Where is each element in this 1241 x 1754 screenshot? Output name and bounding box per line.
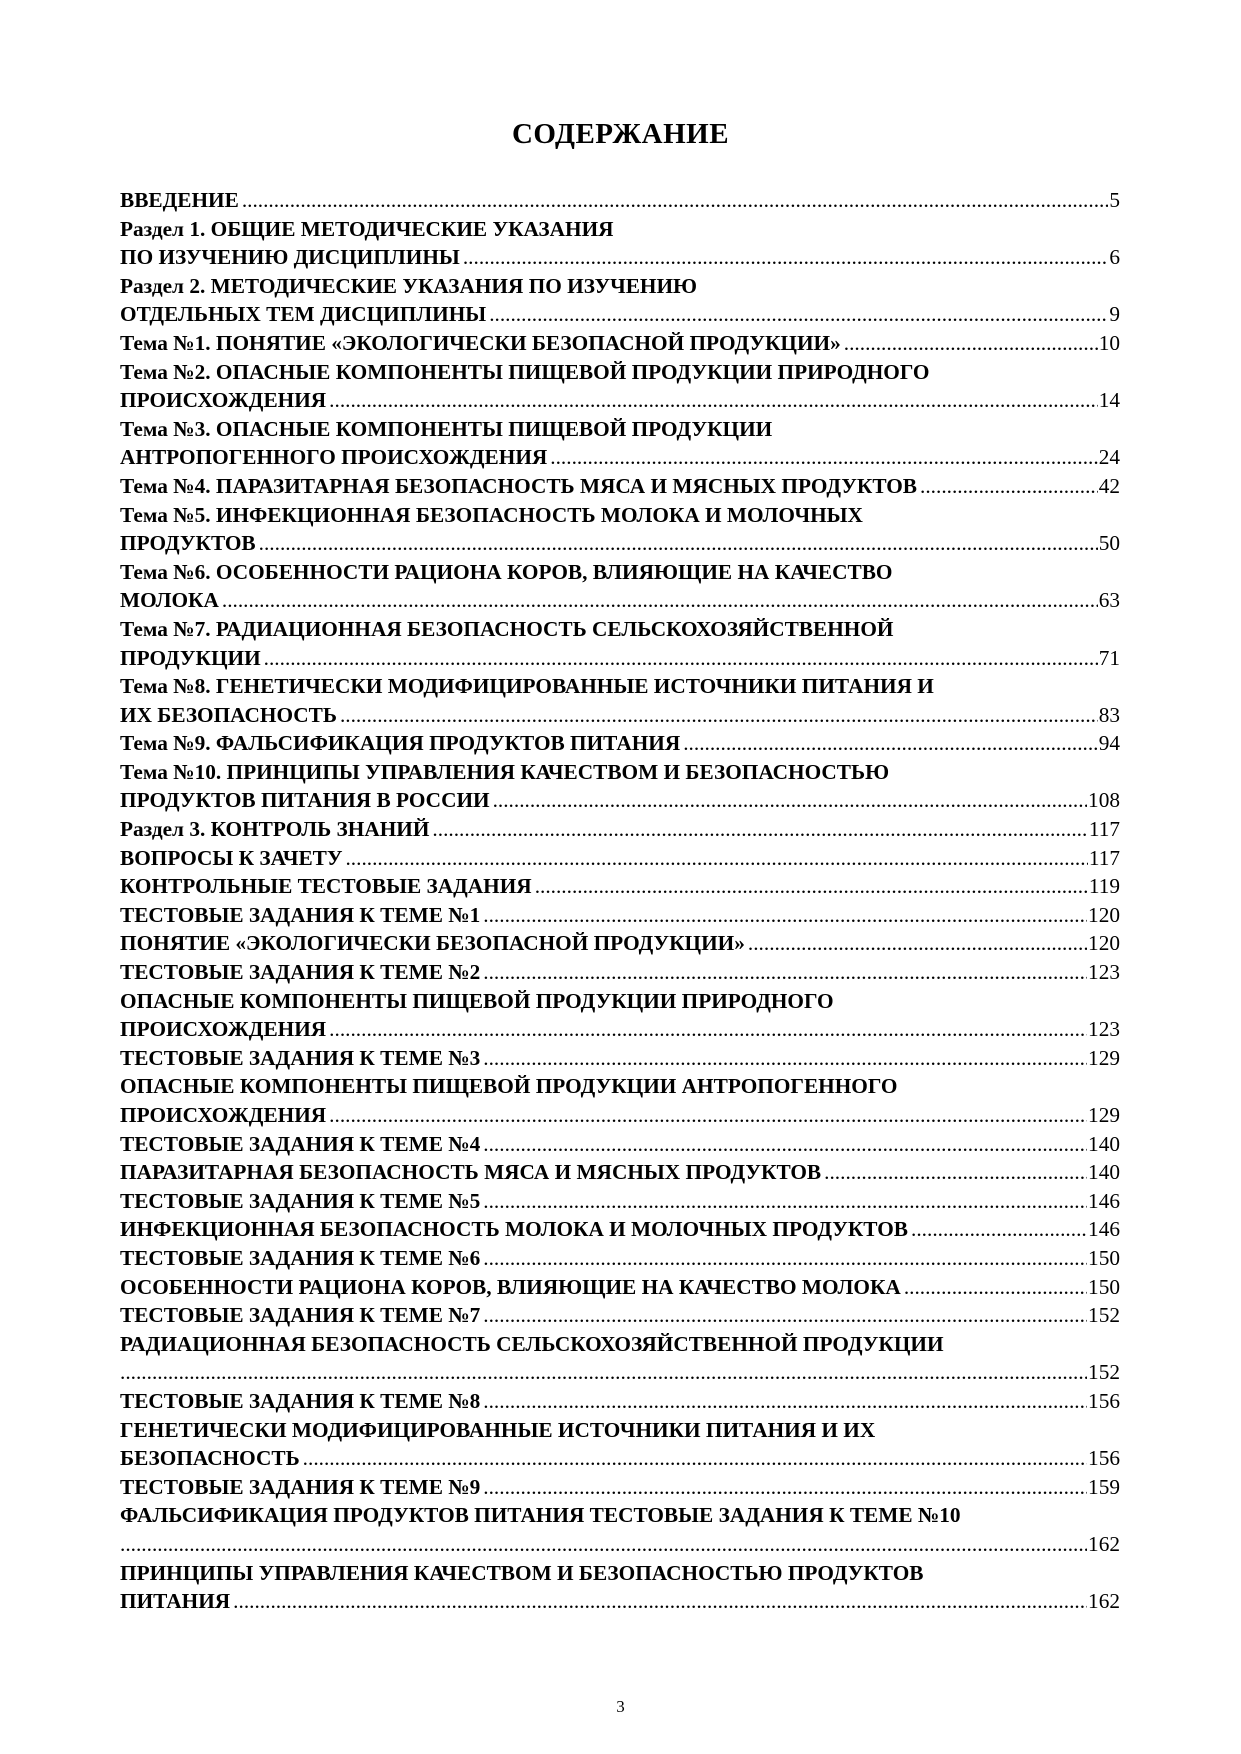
toc-entry-title-line: Раздел 3. КОНТРОЛЬ ЗНАНИЙ	[120, 817, 430, 842]
toc-entry-page-number: 71	[1098, 645, 1120, 670]
toc-entry[interactable]	[120, 215, 1120, 272]
toc-entry-title-line: ВОПРОСЫ К ЗАЧЕТУ	[120, 845, 343, 870]
toc-entry[interactable]	[120, 1387, 1120, 1416]
toc-entry-page-number: 10	[1098, 330, 1120, 355]
toc-entry-page-number: 42	[1098, 473, 1120, 498]
toc-entry-title-line: РАДИАЦИОННАЯ БЕЗОПАСНОСТЬ СЕЛЬСКОХОЗЯЙСТВЕННОЙ ПРОДУКЦИИ	[120, 1331, 944, 1356]
dot-leader	[329, 1015, 1087, 1044]
toc-entry-title-line: Тема №2. ОПАСНЫЕ КОМПОНЕНТЫ ПИЩЕВОЙ ПРОДУКЦИИ ПРИРОДНОГО	[120, 359, 930, 384]
toc-entry-title-line: ИНФЕКЦИОННАЯ БЕЗОПАСНОСТЬ МОЛОКА И МОЛОЧНЫХ ПРОДУКТОВ	[120, 1217, 909, 1242]
dot-leader	[483, 1301, 1087, 1330]
toc-entry-page-number: 129	[1088, 1045, 1120, 1070]
toc-entry-page-number: 140	[1088, 1160, 1120, 1185]
toc-entry[interactable]	[120, 186, 1120, 215]
toc-entry-page-number: 108	[1088, 788, 1120, 813]
dot-leader	[483, 1387, 1087, 1416]
toc-entry-page-number: 146	[1088, 1217, 1120, 1242]
dot-leader	[844, 329, 1098, 358]
dot-leader	[483, 1130, 1087, 1159]
dot-leader	[303, 1444, 1087, 1473]
toc-entry[interactable]	[120, 1330, 1120, 1387]
toc-entry-page-number: 159	[1088, 1474, 1120, 1499]
dot-leader	[483, 1473, 1087, 1502]
toc-entry-title-line: КОНТРОЛЬНЫЕ ТЕСТОВЫЕ ЗАДАНИЯ	[120, 874, 532, 899]
toc-entry-title-line: ПРОИСХОЖДЕНИЯ	[120, 1103, 327, 1127]
toc-entry-title-line: ТЕСТОВЫЕ ЗАДАНИЯ К ТЕМЕ №7	[120, 1303, 481, 1328]
toc-entry[interactable]	[120, 758, 1120, 815]
dot-leader	[264, 644, 1098, 673]
toc-entry-title-line: Раздел 1. ОБЩИЕ МЕТОДИЧЕСКИЕ УКАЗАНИЯ	[120, 216, 614, 241]
toc-entry-title-line: ТЕСТОВЫЕ ЗАДАНИЯ К ТЕМЕ №6	[120, 1245, 481, 1270]
page-title: СОДЕРЖАНИЕ	[511, 118, 730, 150]
toc-entry[interactable]	[120, 1301, 1120, 1330]
toc-entry-title-line: Тема №7. РАДИАЦИОННАЯ БЕЗОПАСНОСТЬ СЕЛЬСКОХОЗЯЙСТВЕННОЙ	[120, 616, 894, 641]
toc-entry[interactable]	[120, 672, 1120, 729]
toc-entry-page-number: 123	[1088, 960, 1120, 985]
toc-entry-page-number: 129	[1088, 1103, 1120, 1127]
toc-entry-page-number: 156	[1088, 1446, 1120, 1471]
toc-entry-title-line: ФАЛЬСИФИКАЦИЯ ПРОДУКТОВ ПИТАНИЯ ТЕСТОВЫЕ ЗАДАНИЯ К ТЕМЕ №10	[120, 1503, 961, 1528]
toc-entry-page-number: 152	[1088, 1303, 1120, 1328]
dot-leader	[345, 844, 1087, 873]
dot-leader	[911, 1215, 1087, 1244]
toc-entry[interactable]	[120, 901, 1120, 930]
toc-entry-page-number: 63	[1098, 588, 1120, 613]
dot-leader	[329, 386, 1098, 415]
toc-entry[interactable]	[120, 358, 1120, 415]
toc-entry-title-line: ПРОДУКТОВ	[120, 531, 256, 556]
toc-entry-title-line: Раздел 2. МЕТОДИЧЕСКИЕ УКАЗАНИЯ ПО ИЗУЧЕНИЮ	[120, 273, 698, 298]
toc-entry[interactable]	[120, 1072, 1120, 1129]
toc-entry-title-line: ТЕСТОВЫЕ ЗАДАНИЯ К ТЕМЕ №4	[120, 1131, 481, 1156]
dot-leader	[483, 1187, 1087, 1216]
toc-entry-page-number: 24	[1098, 445, 1120, 470]
toc-entry-page-number: 117	[1088, 845, 1120, 870]
toc-entry-title-line: ПО ИЗУЧЕНИЮ ДИСЦИПЛИНЫ	[120, 245, 460, 270]
toc-entry[interactable]	[120, 929, 1120, 958]
toc-entry[interactable]	[120, 1187, 1120, 1216]
dot-leader	[483, 1044, 1087, 1073]
toc-entry-title-line: Тема №5. ИНФЕКЦИОННАЯ БЕЗОПАСНОСТЬ МОЛОКА И МОЛОЧНЫХ	[120, 502, 863, 527]
dot-leader	[222, 586, 1098, 615]
table-of-contents	[120, 186, 1120, 1616]
toc-entry-title-line: ОПАСНЫЕ КОМПОНЕНТЫ ПИЩЕВОЙ ПРОДУКЦИИ АНТРОПОГЕННОГО	[120, 1074, 898, 1099]
toc-entry[interactable]	[120, 472, 1120, 501]
page-number: 3	[616, 1697, 625, 1716]
dot-leader	[483, 1244, 1087, 1273]
toc-entry-title-line: Тема №10. ПРИНЦИПЫ УПРАВЛЕНИЯ КАЧЕСТВОМ И БЕЗОПАСНОСТЬЮ	[120, 759, 890, 784]
toc-entry-page-number: 120	[1088, 902, 1120, 927]
toc-entry-title-line: ПРОДУКЦИИ	[120, 645, 261, 670]
toc-entry-page-number: 120	[1088, 931, 1120, 956]
toc-entry[interactable]	[120, 272, 1120, 329]
toc-entry-title-line: ТЕСТОВЫЕ ЗАДАНИЯ К ТЕМЕ №8	[120, 1388, 481, 1413]
dot-leader	[904, 1273, 1087, 1302]
toc-entry[interactable]	[120, 1273, 1120, 1302]
toc-entry-title-line: ИХ БЕЗОПАСНОСТЬ	[120, 702, 337, 727]
toc-entry-title-line: Тема №6. ОСОБЕННОСТИ РАЦИОНА КОРОВ, ВЛИЯЮЩИЕ НА КАЧЕСТВО	[120, 559, 893, 584]
toc-entry-title-line: ПАРАЗИТАРНАЯ БЕЗОПАСНОСТЬ МЯСА И МЯСНЫХ ПРОДУКТОВ	[120, 1160, 822, 1185]
toc-entry-page-number: 150	[1088, 1274, 1120, 1299]
dot-leader	[683, 729, 1097, 758]
toc-entry-title-line: МОЛОКА	[120, 588, 219, 613]
dot-leader	[340, 701, 1098, 730]
toc-entry[interactable]	[120, 415, 1120, 472]
toc-entry-title-line: ГЕНЕТИЧЕСКИ МОДИФИЦИРОВАННЫЕ ИСТОЧНИКИ ПИТАНИЯ И ИХ	[120, 1417, 876, 1442]
toc-entry[interactable]	[120, 729, 1120, 758]
toc-entry[interactable]	[120, 1473, 1120, 1502]
toc-entry[interactable]	[120, 844, 1120, 873]
toc-entry-title-line: ПРИНЦИПЫ УПРАВЛЕНИЯ КАЧЕСТВОМ И БЕЗОПАСНОСТЬЮ ПРОДУКТОВ	[120, 1560, 924, 1585]
toc-entry[interactable]	[120, 958, 1120, 987]
toc-entry-page-number: 162	[1088, 1589, 1120, 1614]
toc-entry-title-line: ПРОИСХОЖДЕНИЯ	[120, 1017, 327, 1042]
toc-entry-title-line: АНТРОПОГЕННОГО ПРОИСХОЖДЕНИЯ	[120, 445, 548, 470]
toc-entry-title-line: Тема №9. ФАЛЬСИФИКАЦИЯ ПРОДУКТОВ ПИТАНИЯ	[120, 731, 681, 756]
toc-entry-title-line: ТЕСТОВЫЕ ЗАДАНИЯ К ТЕМЕ №2	[120, 960, 481, 985]
toc-entry[interactable]	[120, 501, 1120, 558]
dot-leader	[748, 929, 1087, 958]
toc-entry-title-line: ПОНЯТИЕ «ЭКОЛОГИЧЕСКИ БЕЗОПАСНОЙ ПРОДУКЦИИ»	[120, 931, 745, 956]
toc-entry-title-line: Тема №4. ПАРАЗИТАРНАЯ БЕЗОПАСНОСТЬ МЯСА И МЯСНЫХ ПРОДУКТОВ	[120, 473, 918, 498]
toc-entry-title-line: ТЕСТОВЫЕ ЗАДАНИЯ К ТЕМЕ №9	[120, 1474, 481, 1499]
toc-entry-title-line: БЕЗОПАСНОСТЬ	[120, 1446, 300, 1471]
toc-entry[interactable]	[120, 1559, 1120, 1616]
dot-leader	[824, 1158, 1087, 1187]
toc-entry-page-number: 123	[1088, 1017, 1120, 1042]
toc-entry[interactable]	[120, 329, 1120, 358]
toc-entry-page-number: 94	[1098, 731, 1120, 756]
toc-entry-page-number: 140	[1088, 1131, 1120, 1156]
dot-leader	[920, 472, 1098, 501]
toc-entry-page-number: 6	[1109, 245, 1120, 270]
toc-entry-page-number: 150	[1088, 1245, 1120, 1270]
toc-entry-title-line: ПРОДУКТОВ ПИТАНИЯ В РОССИИ	[120, 788, 490, 813]
dot-leader	[120, 1358, 1087, 1387]
dot-leader	[259, 529, 1098, 558]
dot-leader	[535, 872, 1088, 901]
toc-entry[interactable]	[120, 1244, 1120, 1273]
toc-entry-title-line: ОТДЕЛЬНЫХ ТЕМ ДИСЦИПЛИНЫ	[120, 302, 487, 327]
toc-entry-title-line: ВВЕДЕНИЕ	[120, 188, 239, 212]
toc-entry-page-number: 162	[1088, 1531, 1120, 1556]
toc-entry[interactable]	[120, 815, 1120, 844]
toc-entry-title-line: ПИТАНИЯ	[120, 1589, 231, 1614]
toc-entry[interactable]	[120, 1158, 1120, 1187]
toc-entry-page-number: 117	[1088, 817, 1120, 842]
toc-entry[interactable]	[120, 558, 1120, 615]
toc-entry-title-line: Тема №3. ОПАСНЫЕ КОМПОНЕНТЫ ПИЩЕВОЙ ПРОДУКЦИИ	[120, 416, 773, 441]
toc-entry[interactable]	[120, 615, 1120, 672]
toc-entry-page-number: 14	[1098, 388, 1120, 413]
toc-entry-page-number: 5	[1109, 188, 1120, 212]
toc-entry-title-line: ТЕСТОВЫЕ ЗАДАНИЯ К ТЕМЕ №1	[120, 902, 481, 927]
toc-entry-page-number: 152	[1088, 1360, 1120, 1385]
toc-entry[interactable]	[120, 1416, 1120, 1473]
dot-leader	[329, 1101, 1087, 1130]
dot-leader	[242, 186, 1109, 215]
dot-leader	[463, 243, 1109, 272]
dot-leader	[489, 300, 1108, 329]
toc-entry-title-line: ТЕСТОВЫЕ ЗАДАНИЯ К ТЕМЕ №3	[120, 1045, 481, 1070]
dot-leader	[120, 1530, 1087, 1559]
toc-entry[interactable]	[120, 1130, 1120, 1159]
toc-entry[interactable]	[120, 1501, 1120, 1558]
toc-entry[interactable]	[120, 1215, 1120, 1244]
toc-entry-page-number: 9	[1109, 302, 1120, 327]
toc-entry-page-number: 146	[1088, 1188, 1120, 1213]
toc-entry-title-line: ТЕСТОВЫЕ ЗАДАНИЯ К ТЕМЕ №5	[120, 1188, 481, 1213]
dot-leader	[550, 443, 1097, 472]
toc-entry-title-line: ПРОИСХОЖДЕНИЯ	[120, 388, 327, 413]
toc-entry-title-line: Тема №8. ГЕНЕТИЧЕСКИ МОДИФИЦИРОВАННЫЕ ИСТОЧНИКИ ПИТАНИЯ И	[120, 674, 934, 699]
dot-leader	[483, 901, 1087, 930]
dot-leader	[483, 958, 1087, 987]
toc-entry-title-line: ОСОБЕННОСТИ РАЦИОНА КОРОВ, ВЛИЯЮЩИЕ НА КАЧЕСТВО МОЛОКА	[120, 1274, 901, 1299]
toc-entry-title-line: Тема №1. ПОНЯТИЕ «ЭКОЛОГИЧЕСКИ БЕЗОПАСНОЙ ПРОДУКЦИИ»	[120, 330, 841, 355]
toc-entry-page-number: 156	[1088, 1388, 1120, 1413]
dot-leader	[233, 1587, 1087, 1616]
toc-entry[interactable]	[120, 1044, 1120, 1073]
toc-entry[interactable]	[120, 872, 1120, 901]
toc-entry-title-line: ОПАСНЫЕ КОМПОНЕНТЫ ПИЩЕВОЙ ПРОДУКЦИИ ПРИРОДНОГО	[120, 988, 834, 1013]
toc-entry[interactable]	[120, 987, 1120, 1044]
toc-entry-page-number: 50	[1098, 531, 1120, 556]
dot-leader	[493, 786, 1087, 815]
dot-leader	[432, 815, 1087, 844]
toc-entry-page-number: 119	[1088, 874, 1120, 899]
toc-entry-page-number: 83	[1098, 702, 1120, 727]
